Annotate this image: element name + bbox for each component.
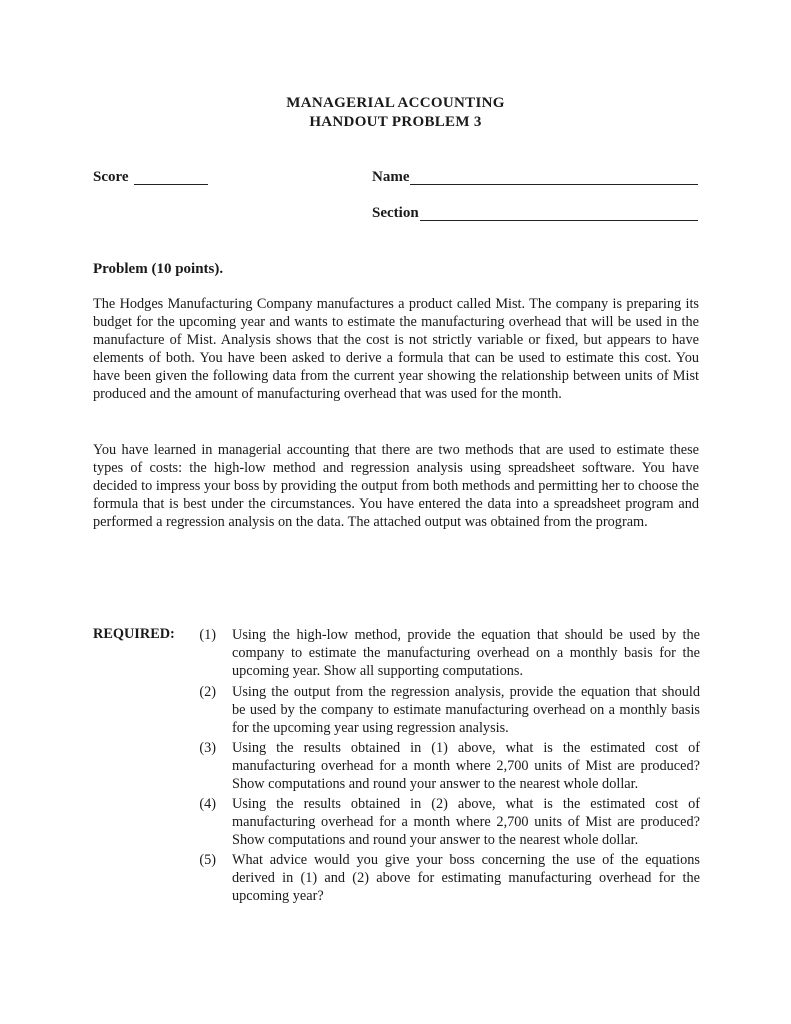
name-label: Name	[372, 169, 410, 185]
score-label: Score	[93, 169, 129, 185]
document-title: MANAGERIAL ACCOUNTING	[286, 95, 505, 111]
problem-paragraph-2: You have learned in managerial accounting that there are two methods that are used to estimate these types of costs: the high-low method and regression analysis using spreadsheet software. You have decided to impress your boss by providing the output from both methods and permitting her to choose the formula that is best under the circumstances. You have entered the data into a spreadsheet program and performed a regression analysis on the data. The attached output was obtained from the program.	[93, 442, 699, 530]
required-item-text: Using the results obtained in (2) above, what is the estimated cost of manufacturing overhead for a month where 2,700 units of Mist are produced? Show computations and round your answer to the nearest whole dollar.	[232, 796, 700, 848]
problem-paragraph-1: The Hodges Manufacturing Company manufactures a product called Mist. The company is preparing its budget for the upcoming year and wants to estimate the manufacturing overhead that will be used in the manufacture of Mist. Analysis shows that the cost is not strictly variable or fixed, but appears to have elements of both. You have been asked to derive a formula that can be used to estimate this cost. You have been given the following data from the current year showing the relationship between units of Mist produced and the amount of manufacturing overhead that was used for the month.	[93, 296, 699, 402]
document-subtitle: HANDOUT PROBLEM 3	[309, 114, 482, 130]
section-label: Section	[372, 205, 419, 221]
section-blank-line[interactable]	[420, 220, 698, 221]
required-item-text: Using the results obtained in (1) above, what is the estimated cost of manufacturing overhead for a month where 2,700 units of Mist are produced? Show computations and round your answer to the nearest whole dollar.	[232, 740, 700, 792]
problem-heading: Problem (10 points).	[93, 261, 224, 277]
required-item-text: Using the high-low method, provide the equation that should be used by the company to estimate the manufacturing overhead on a monthly basis for the upcoming year. Show all supporting computations.	[232, 627, 700, 679]
required-item-number: (2)	[199, 684, 216, 700]
required-item-number: (1)	[199, 627, 216, 643]
required-item-text: What advice would you give your boss concerning the use of the equations derived in (1) and (2) above for estimating manufacturing overhead for the upcoming year?	[232, 852, 700, 904]
name-blank-line[interactable]	[410, 184, 698, 185]
required-item-number: (3)	[199, 740, 216, 756]
required-item-number: (4)	[199, 796, 216, 812]
score-blank-line[interactable]	[134, 184, 208, 185]
required-item-number: (5)	[199, 852, 216, 868]
required-item-text: Using the output from the regression analysis, provide the equation that should be used by the company to estimate manufacturing overhead on a monthly basis for the upcoming year using regression analysis.	[232, 684, 700, 736]
required-label: REQUIRED:	[93, 626, 175, 642]
